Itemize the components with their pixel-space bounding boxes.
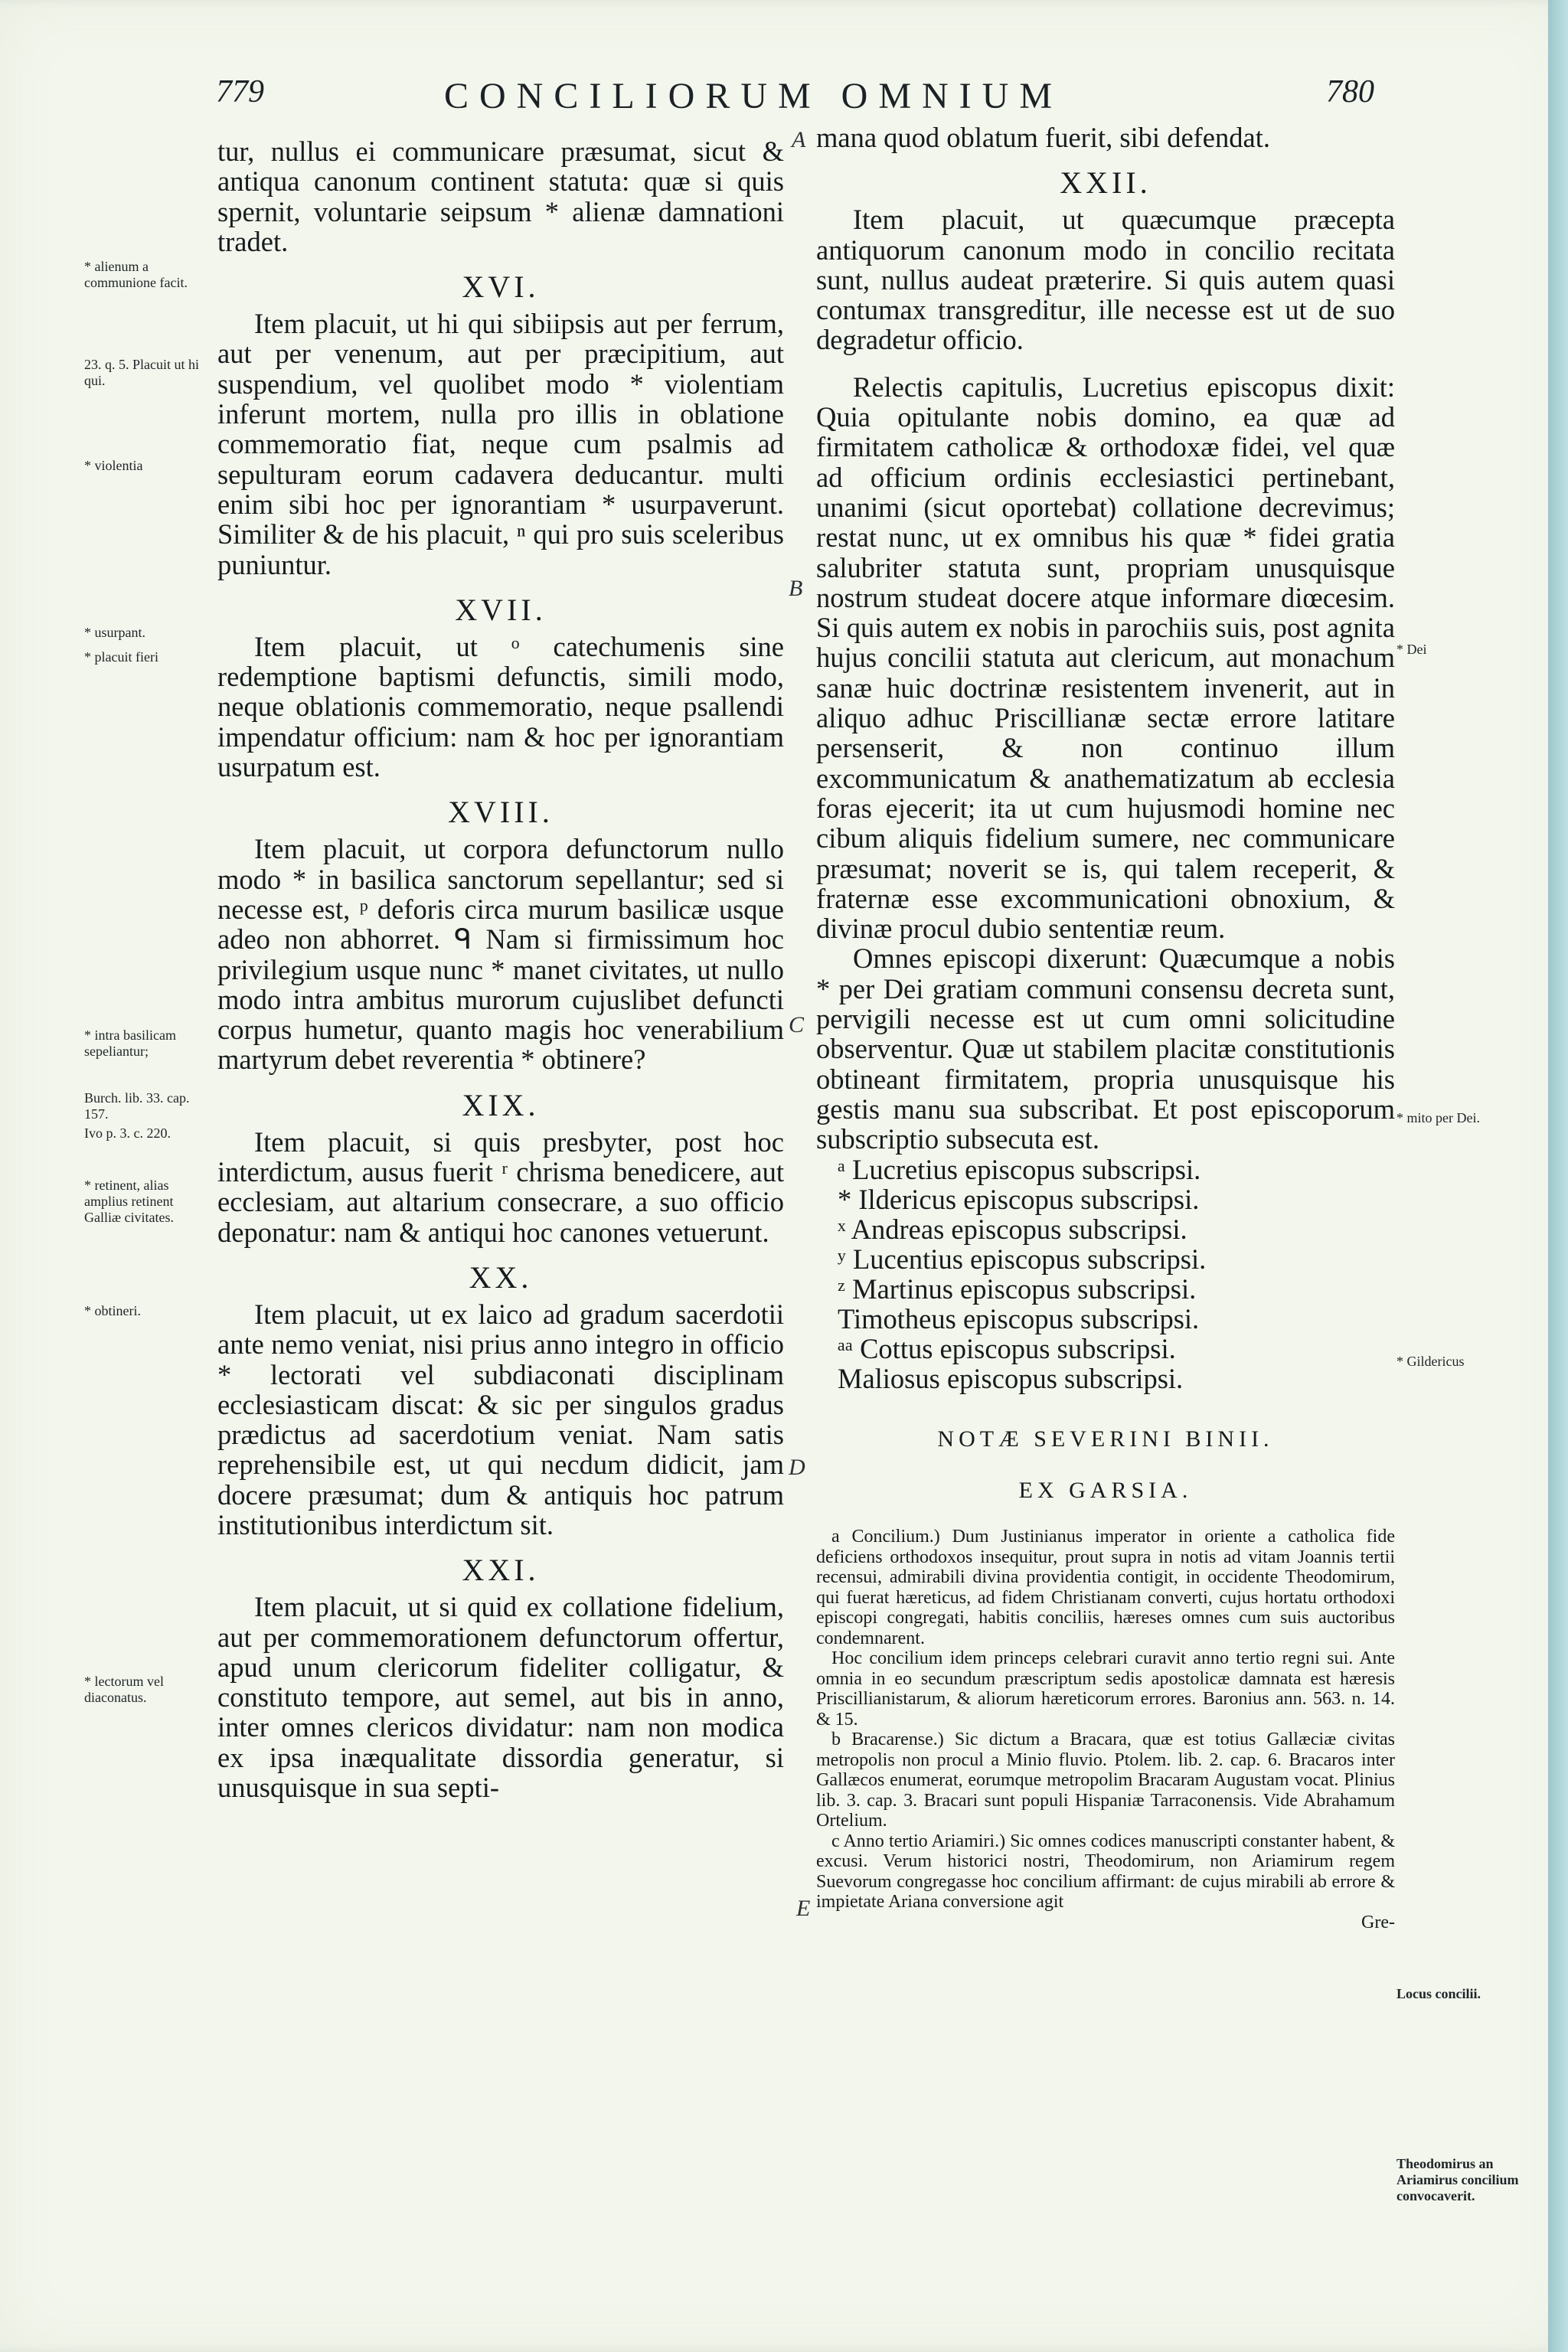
margin-note-left: * alienum a communione facit. bbox=[84, 259, 188, 290]
margin-note-right: Theodomirus an Ariamirus concilium convocaverit. bbox=[1396, 2156, 1519, 2203]
notes-block bbox=[816, 1527, 1395, 1932]
section-letter-a: A bbox=[792, 127, 806, 152]
margin-note-left: * lectorum vel diaconatus. bbox=[84, 1674, 164, 1705]
canon-heading: XXI. bbox=[462, 1553, 540, 1588]
paragraph: Item placuit, si quis presbyter, post hoc interdictum, ausus fuerit ʳ chrisma benedicere, aut ecclesiam, aut altarium consecrare, a suo officio deponatur: nam & antiqui hoc canones vetuerunt. bbox=[217, 1125, 784, 1248]
notes-title: NOTÆ SEVERINI BINII. bbox=[937, 1426, 1274, 1452]
running-title: CONCILIORUM OMNIUM bbox=[444, 76, 1063, 116]
catchword: Gre- bbox=[1361, 1912, 1395, 1932]
paragraph: Item placuit, ut hi qui sibiipsis aut per ferrum, aut per venenum, aut per præcipitium, aut suspendium, vel quolibet modo * violentiam inferunt mortem, nulla pro illis in oblatione commemoratio fiat, neque cum psalmis ad sepulturam eorum cadavera deducantur. multi enim sibi hoc per ignorantiam * usurpaverunt. Similiter & de his placuit, ⁿ qui pro suis sceleribus puniuntur. bbox=[217, 308, 784, 580]
margin-note-left: * usurpant. bbox=[84, 625, 145, 640]
paragraph: Relectis capitulis, Lucretius episcopus dixit: Quia opitulante nobis domino, ea quæ ad firmitatem catholicæ & orthodoxæ fidei, vel quæ ad officium ordinis ecclesiastici pertinebant, unanimi (sicut oportebat) collatione decrevimus; restat nunc, ut ex omnibus his quæ * fidei gratia salubriter statuta sunt, propriam unusquisque nostrum studeat docere atque informare diœcesim. Si quis autem ex nobis in parochiis suis, post agnita hujus concilii statuta aut clericum, aut monachum sanæ huic doctrinæ resistentem invenerit, aut in aliquo adhuc Priscillianæ sectæ errore latitare persenserit, & non continuo illum excommunicatum & anathematizatum ab ecclesia foras ejecerit; ita ut cum hujusmodi homine nec cibum aliquis fidelium sumere, nec communicare præsumat; noverit se is, qui talem receperit, & fraternæ esse excommunicationi obnoxium, & divinæ procul dubio sententiæ reum. bbox=[816, 371, 1395, 945]
section-letter-c: C bbox=[789, 1012, 805, 1037]
paragraph: Item placuit, ut corpora defunctorum nullo modo * in basilica sanctorum sepellantur; sed si necesse est, ᵖ deforis circa murum basilicæ usque adeo non abhorret. ᑫ Nam si firmissimum hoc privilegium usque nunc * manet civitates, ut nullo modo intra ambitus murorum cujuslibet defuncti corpus humetur, quanto magis hoc venerabilium martyrum debet reverentia * obtinere? bbox=[217, 833, 784, 1076]
margin-note-left: * intra basilicam sepeliantur; bbox=[84, 1027, 176, 1059]
canon-heading: XIX. bbox=[462, 1087, 540, 1122]
margin-note-right: Locus concilii. bbox=[1396, 1986, 1481, 2001]
note-paragraph: c Anno tertio Ariamiri.) Sic omnes codices manuscripti constanter habent, & excusi. Verum historici nostri, Theodomirum, non Ariamirum regem Suevorum congregasse hoc concilium affirmant: de cujus mirabili ab errore & impietate Ariana conversione agit bbox=[816, 1831, 1395, 1913]
canon-heading: XVIII. bbox=[448, 795, 554, 830]
subscription-line: ˣ Andreas episcopus subscripsi. bbox=[838, 1213, 1187, 1245]
margin-note-right: * Dei bbox=[1396, 642, 1427, 657]
canon-heading: XXII. bbox=[1060, 165, 1152, 201]
section-letter-b: B bbox=[789, 576, 803, 601]
margin-note-left: * retinent, alias amplius retinent Galliæ civitates. bbox=[84, 1178, 174, 1225]
margin-note-right: * mito per Dei. bbox=[1396, 1110, 1480, 1125]
subscription-line: * Ildericus episcopus subscripsi. bbox=[838, 1183, 1200, 1215]
subscription-line: ʸ Lucentius episcopus subscripsi. bbox=[838, 1243, 1207, 1275]
paragraph: Item placuit, ut quæcumque præcepta antiquorum canonum modo in concilio recitata sunt, nullus audeat præterire. Si quis autem quasi contumax transgreditur, ille necesse est ut de suo degradetur officio. bbox=[816, 204, 1395, 356]
margin-note-left: * violentia bbox=[84, 458, 143, 473]
note-paragraph: Hoc concilium idem princeps celebrari curavit anno tertio regni sui. Ante omnia in eo secundum præscriptum sedis apostolicæ damnata est hæresis Priscillianistarum, & aliorum hæreticorum errores. Baronius ann. 563. n. 14. & 15. bbox=[816, 1648, 1395, 1730]
paragraph: mana quod oblatum fuerit, sibi defendat. bbox=[816, 122, 1270, 153]
subscription-line: ᵃᵃ Cottus episcopus subscripsi. bbox=[838, 1332, 1176, 1364]
section-letter-d: D bbox=[789, 1455, 805, 1480]
paragraph: tur, nullus ei communicare præsumat, sicut & antiqua canonum continent statuta: quæ si quis spernit, voluntarie seipsum * alienæ damnationi tradet. bbox=[217, 136, 784, 257]
canon-heading: XX. bbox=[469, 1259, 533, 1295]
margin-note-left: * obtineri. bbox=[84, 1303, 141, 1318]
canon-heading: XVII. bbox=[455, 592, 547, 627]
subscription-list bbox=[816, 1155, 1395, 1393]
paragraph: Item placuit, ut ᵒ catechumenis sine redemptione baptismi defunctis, simili modo, neque oblationis commemoratio, neque psallendi impendatur officium: nam & hoc per ignorantiam usurpatum est. bbox=[217, 630, 784, 783]
note-paragraph: a Concilium.) Dum Justinianus imperator in oriente a catholica fide deficiens orthodoxos insequitur, prout supra in notis ad vitam Joannis tertii recensui, admirabili divina providentia contigit, in occidente Theodomirum, qui fuerat hæreticus, ad fidem Christianam converti, cujus hortatu orthodoxi episcopi congregati, habitis conciliis, hæreses omnes cum suis auctoribus condemnarent. bbox=[816, 1527, 1395, 1648]
paragraph: Item placuit, ut si quid ex collatione fidelium, aut per commemorationem defunctorum offertur, apud unum clericorum fideliter colligatur, & constituto tempore, aut semel, aut bis in anno, inter omnes clericos dividatur: nam non modica ex ipsa inæqualitate dissordia generatur, si unusquisque in sua septi- bbox=[217, 1591, 784, 1804]
paragraph: Omnes episcopi dixerunt: Quæcumque a nobis * per Dei gratiam communi consensu decreta sunt, pervigili necesse est ut cum omni solicitudine observentur. Quæ ut stabilem placitæ constitutionis obtineant firmitatem, propria unusquisque his gestis manu sua subscribat. Et post episcoporum subscriptio subsecuta est. bbox=[816, 942, 1395, 1155]
margin-note-left: * placuit fieri bbox=[84, 649, 158, 665]
subscription-line: Maliosus episcopus subscripsi. bbox=[838, 1362, 1184, 1394]
page-number-left: 779 bbox=[216, 74, 264, 109]
subscription-line: ᶻ Martinus episcopus subscripsi. bbox=[838, 1272, 1197, 1305]
left-text-column bbox=[217, 136, 784, 1802]
right-text-column bbox=[816, 122, 1395, 1932]
margin-note-left: 23. q. 5. Placuit ut hi qui. bbox=[84, 357, 199, 388]
section-letter-e: E bbox=[796, 1896, 811, 1921]
subscription-line: Timotheus episcopus subscripsi. bbox=[838, 1302, 1200, 1334]
canon-heading: XVI. bbox=[462, 270, 540, 305]
margin-note-right: * Gildericus bbox=[1396, 1354, 1465, 1369]
paragraph: Item placuit, ut ex laico ad gradum sacerdotii ante nemo veniat, nisi prius anno integro in officio * lectorati vel subdiaconati disciplinam ecclesiasticam discat: & sic per singulos gradus prædictus ad sacerdotium veniat. Nam satis reprehensibile est, ut qui necdum didicit, jam docere præsumat; dum & antiquis hoc patrum institutionibus interdictum sit. bbox=[217, 1298, 784, 1540]
margin-note-left: Burch. lib. 33. cap. 157. bbox=[84, 1090, 190, 1122]
notes-subtitle: EX GARSIA. bbox=[1018, 1477, 1193, 1503]
subscription-line: ᵃ Lucretius episcopus subscripsi. bbox=[838, 1153, 1201, 1185]
note-paragraph: b Bracarense.) Sic dictum a Bracara, quæ est totius Gallæciæ civitas metropolis non procul a Minio fluvio. Ptolem. lib. 2. cap. 6. Bracaros inter Gallæcos enumerat, eorumque metropolim Bracaram Augustam vocat. Plinius lib. 3. cap. 3. Bracari sunt populi Hispaniæ Tarraconensis. Vide Abrahamum Ortelium. bbox=[816, 1730, 1395, 1831]
margin-note-left: Ivo p. 3. c. 220. bbox=[84, 1125, 171, 1141]
page-number-right: 780 bbox=[1326, 74, 1374, 109]
